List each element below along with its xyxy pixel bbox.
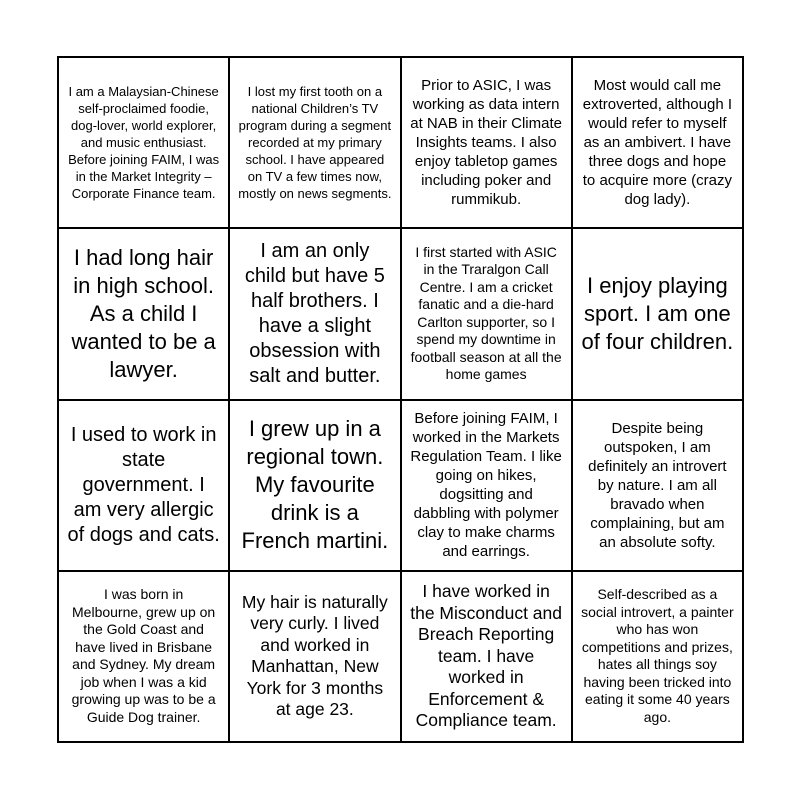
bingo-cell-text: Despite being outspoken, I am definitely an introvert by nature. I am all bravado when complaining, but am an absolute softy. [588,419,727,551]
bingo-cell-text: I grew up in a regional town. My favourite drink is a French martini. [241,416,389,554]
bingo-cell-text: I had long hair in high school. As a child I wanted to be a lawyer. [71,244,216,382]
bingo-cell-text: Self-described as a social introvert, a painter who has won competitions and prizes, hates all things soy having been tricked into eating it some 40 years ago. [581,586,734,725]
bingo-cell[interactable] [59,572,230,743]
bingo-cell[interactable] [230,58,401,229]
bingo-cell-text: I am an only child but have 5 half brothers. I have a slight obsession with salt and butter. [244,239,385,387]
bingo-cell[interactable] [402,229,573,400]
bingo-cell[interactable] [59,58,230,229]
bingo-cell[interactable] [402,401,573,572]
bingo-cell[interactable] [230,229,401,400]
bingo-cell[interactable] [573,572,744,743]
bingo-cell-text: I lost my first tooth on a national Children’s TV program during a segment recorded at my primary school. I have appeared on TV a few times now, mostly on news segments. [238,84,392,202]
bingo-cell[interactable] [573,229,744,400]
bingo-cell[interactable] [573,58,744,229]
bingo-cell[interactable] [230,572,401,743]
bingo-card [57,56,744,743]
bingo-cell-text: I was born in Melbourne, grew up on the Gold Coast and have lived in Brisbane and Sydney. My dream job when I was a kid growing up was to be a Guide Dog trainer. [71,586,216,725]
bingo-cell-text: Before joining FAIM, I worked in the Markets Regulation Team. I like going on hikes, dogsitting and dabbling with polymer clay to make charms and earrings. [410,410,562,561]
bingo-cell-text: I first started with ASIC in the Traralgon Call Centre. I am a cricket fanatic and a die-hard Carlton supporter, so I spend my downtime in football season at all the home games [410,243,562,383]
bingo-cell[interactable] [59,229,230,400]
bingo-cell-text: Most would call me extroverted, although I would refer to myself as an ambivert. I have three dogs and hope to acquire more (crazy dog lady). [582,77,732,209]
bingo-cell[interactable] [402,58,573,229]
bingo-cell[interactable] [573,401,744,572]
bingo-cell[interactable] [59,401,230,572]
bingo-cell-text: I used to work in state government. I am very allergic of dogs and cats. [67,423,220,546]
bingo-cell-text: I enjoy playing sport. I am one of four children. [581,272,734,354]
bingo-cell-text: I have worked in the Misconduct and Breach Reporting team. I have worked in Enforcement & Compliance team. [410,581,562,731]
bingo-cell-text: I am a Malaysian-Chinese self-proclaimed foodie, dog-lover, world explorer, and music enthusiast. Before joining FAIM, I was in the Market Integrity – Corporate Finance team. [68,84,220,202]
bingo-cell[interactable] [402,572,573,743]
bingo-cell-text: Prior to ASIC, I was working as data intern at NAB in their Climate Insights teams. I also enjoy tabletop games including poker and rummikub. [410,77,562,209]
bingo-cell-text: My hair is naturally very curly. I lived and worked in Manhattan, New York for 3 months at age 23. [241,591,388,720]
bingo-cell[interactable] [230,401,401,572]
